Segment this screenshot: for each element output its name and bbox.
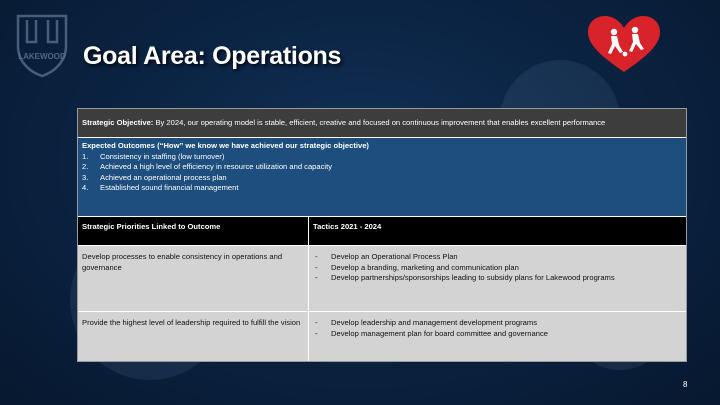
strategic-objective-label: Strategic Objective: bbox=[82, 118, 154, 128]
tactics-column-header: Tactics 2021 - 2024 bbox=[313, 222, 382, 231]
tactic-item: - Develop partnerships/sponsorships leading to subsidy plans for Lakewood programs bbox=[315, 273, 615, 283]
lakewood-crest-icon bbox=[14, 12, 70, 78]
tactic-text: Develop partnerships/sponsorships leading to subsidy plans for Lakewood programs bbox=[331, 273, 615, 283]
tactic-item: - Develop leadership and management development programs bbox=[315, 318, 537, 327]
priority-cell: Provide the highest level of leadership required to fulfill the vision bbox=[78, 312, 309, 361]
outcome-text: Consistency in staffing (low turnover) bbox=[100, 151, 225, 161]
strategic-objective-cell bbox=[78, 114, 686, 132]
priorities-column-header: Strategic Priorities Linked to Outcome bbox=[78, 217, 309, 245]
strategic-objective-row bbox=[78, 109, 686, 138]
page-number: 8 bbox=[683, 380, 688, 389]
expected-outcomes-heading: Expected Outcomes (“How” we know we have achieved our strategic objective) bbox=[82, 141, 369, 150]
outcome-item bbox=[82, 162, 682, 173]
table-row bbox=[78, 312, 686, 361]
tactics-cell bbox=[309, 246, 686, 311]
expected-outcomes-row bbox=[78, 138, 686, 217]
tactic-text: Develop an Operational Process Plan bbox=[331, 252, 458, 261]
operations-table bbox=[77, 108, 687, 362]
outcome-text: Achieved a high level of efficiency in resource utilization and capacity bbox=[100, 162, 333, 172]
outcome-text: Achieved an operational process plan bbox=[100, 172, 227, 182]
table-header-row bbox=[78, 217, 686, 246]
tactic-item: - Develop a branding, marketing and communication plan bbox=[315, 262, 519, 272]
tactic-text: Develop a branding, marketing and communication plan bbox=[331, 262, 519, 272]
outcome-text: Established sound financial management bbox=[100, 183, 239, 193]
tactic-text: Develop leadership and management development programs bbox=[331, 318, 537, 327]
outcome-number: 2. bbox=[82, 162, 89, 172]
expected-outcomes-cell bbox=[78, 138, 686, 216]
outcome-item bbox=[82, 152, 682, 163]
tactic-item: - Develop an Operational Process Plan bbox=[315, 252, 458, 261]
outcome-item bbox=[82, 173, 682, 184]
outcome-number: 1. bbox=[82, 151, 89, 161]
tactic-item: - Develop management plan for board committee and governance bbox=[315, 328, 548, 338]
page-title: Goal Area: Operations bbox=[83, 42, 342, 70]
strategic-objective-text: By 2024, our operating model is stable, efficient, creative and focused on continuous improvement that enables excellent performance bbox=[153, 118, 606, 128]
tactic-text: Develop management plan for board committee and governance bbox=[331, 328, 548, 338]
outcome-number: 3. bbox=[82, 172, 89, 182]
outcome-item bbox=[82, 183, 682, 194]
priority-cell: Develop processes to enable consistency in operations and governance bbox=[78, 246, 309, 311]
outcome-number: 4. bbox=[82, 183, 89, 193]
crest-label: LAKEWOOD bbox=[18, 52, 66, 61]
tactics-cell bbox=[309, 312, 686, 361]
heart-logo-icon bbox=[584, 14, 664, 76]
table-row bbox=[78, 246, 686, 312]
